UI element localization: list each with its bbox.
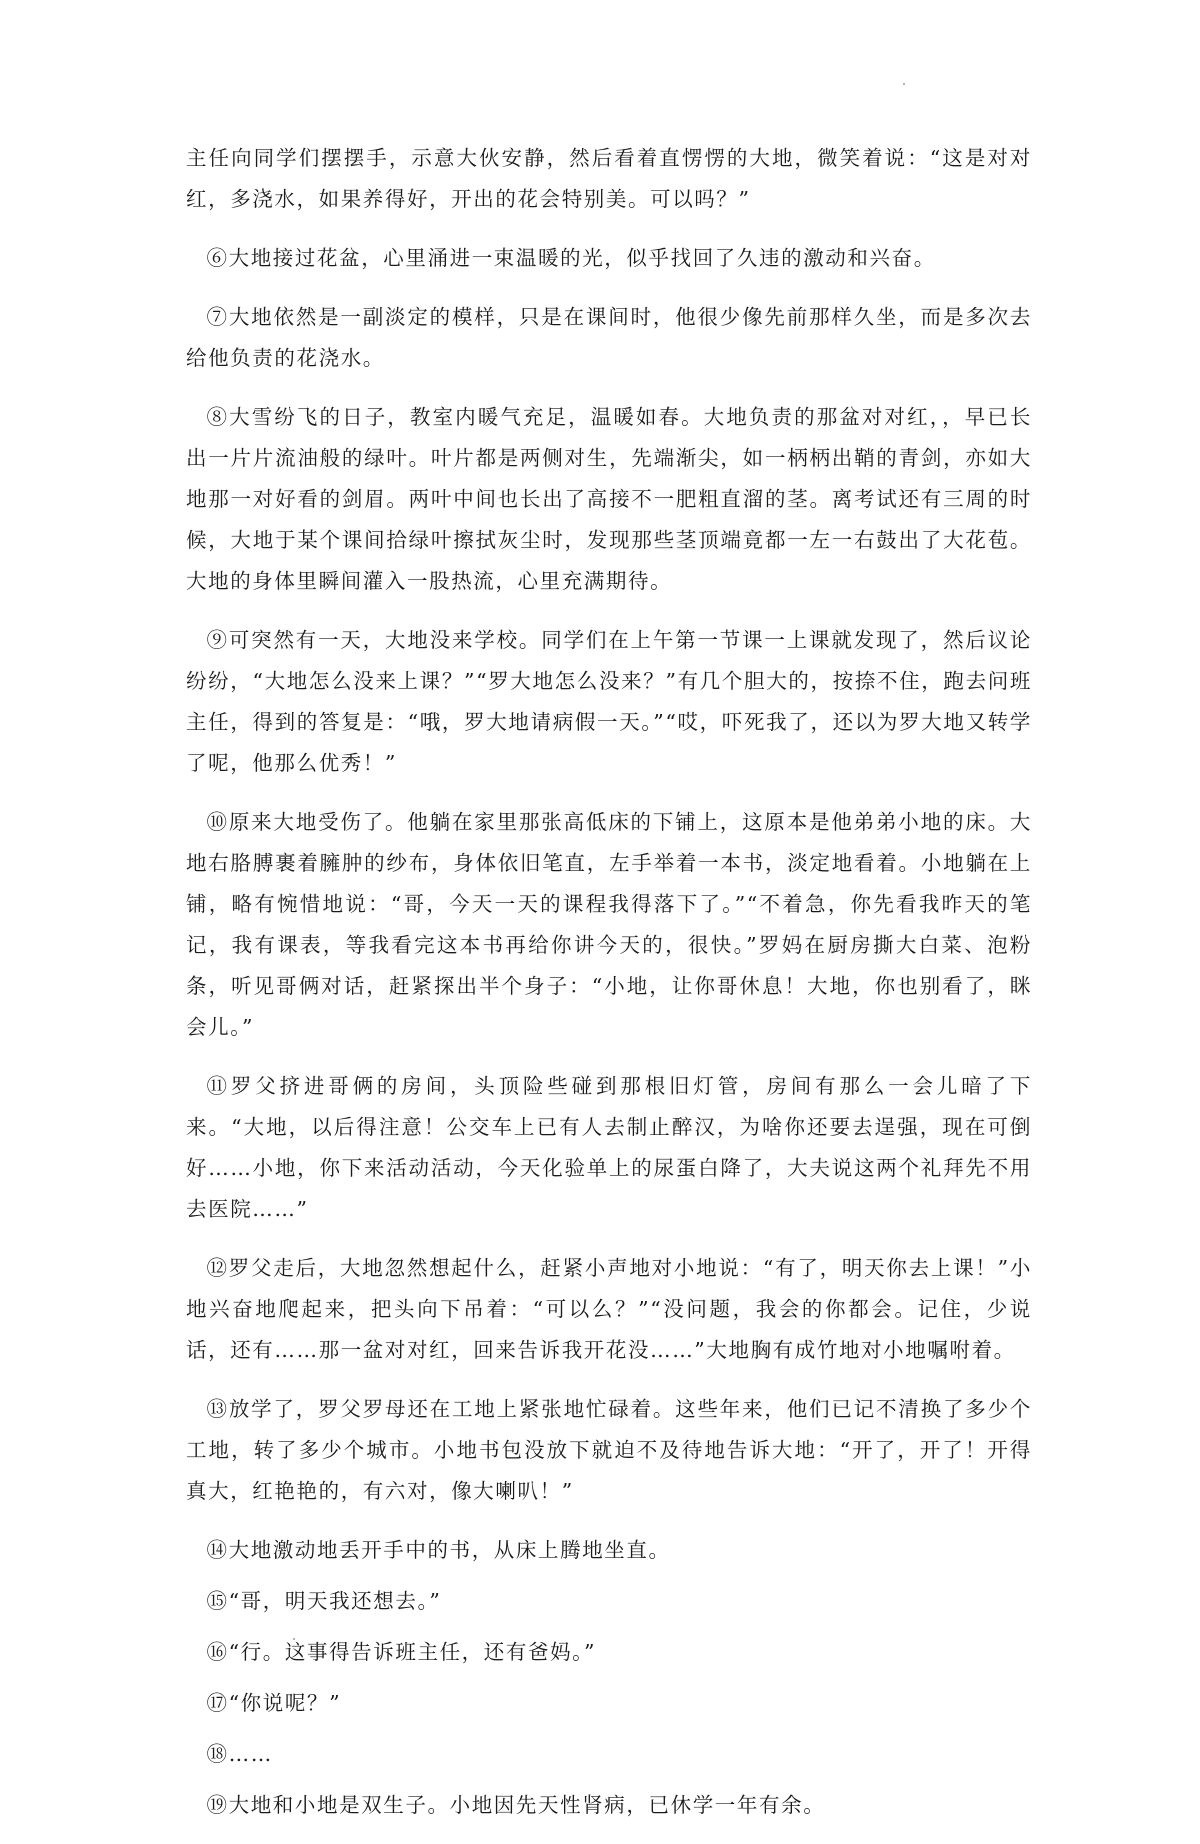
paragraph-18: ⑱…… <box>206 1742 273 1766</box>
paragraph-14: ⑭大地激动地丢开手中的书，从床上腾地坐直。 <box>206 1538 671 1562</box>
paragraph-continuation: 主任向同学们摆摆手，示意大伙安静，然后看着直愣愣的大地，微笑着说：“这是对对红，多浇水，如果养得好，开出的花会特别美。可以吗？” <box>186 146 1032 211</box>
paragraph-7: ⑦大地依然是一副淡定的模样，只是在课间时，他很少像先前那样久坐，而是多次去给他负责的花浇水。 <box>186 305 1032 370</box>
paragraph-17: ⑰“你说呢？” <box>206 1691 342 1715</box>
paragraph-10: ⑩原来大地受伤了。他躺在家里那张高低床的下铺上，这原本是他弟弟小地的床。大地右胳膊裹着臃肿的纱布，身体依旧笔直，左手举着一本书，淡定地看着。小地躺在上铺，略有惋惜地说：“哥，今天一天的课程我得落下了。”“不着急，你先看我昨天的笔记，我有课表，等我看完这本书再给你讲今天的，很快。”罗妈在厨房撕大白菜、泡粉条，听见哥俩对话，赶紧探出半个身子：“小地，让你哥休息！大地，你也别看了，眯会儿。” <box>186 810 1032 1039</box>
paragraph-15: ⑮“哥，明天我还想去。” <box>206 1589 442 1613</box>
paragraph-9: ⑨可突然有一天，大地没来学校。同学们在上午第一节课一上课就发现了，然后议论纷纷，“大地怎么没来上课？”“罗大地怎么没来？”有几个胆大的，按捺不住，跑去问班主任，得到的答复是：“哦，罗大地请病假一天。”“哎，吓死我了，还以为罗大地又转学了呢，他那么优秀！” <box>186 628 1032 775</box>
paragraph-11: ⑪罗父挤进哥俩的房间，头顶险些碰到那根旧灯管，房间有那么一会儿暗了下来。“大地，以后得注意！公交车上已有人去制止醉汉，为啥你还要去逞强，现在可倒好……小地，你下来活动活动，今天化验单上的尿蛋白降了，大夫说这两个礼拜先不用去医院……” <box>186 1074 1032 1221</box>
scan-speck <box>903 83 905 85</box>
paragraph-8: ⑧大雪纷飞的日子，教室内暖气充足，温暖如春。大地负责的那盆对对红，，早已长出一片片流油般的绿叶。叶片都是两侧对生，先端渐尖，如一柄柄出鞘的青剑，亦如大地那一对好看的剑眉。两叶中间也长出了高接不一肥粗直溜的茎。离考试还有三周的时候，大地于某个课间拾绿叶擦拭灰尘时，发现那些茎顶端竟都一左一右鼓出了大花苞。大地的身体里瞬间灌入一股热流，心里充满期待。 <box>186 405 1032 593</box>
paragraph-12: ⑫罗父走后，大地忽然想起什么，赶紧小声地对小地说：“有了，明天你去上课！”小地兴奋地爬起来，把头向下吊着：“可以么？”“没问题，我会的你都会。记住，少说话，还有……那一盆对对红，回来告诉我开花没……”大地胸有成竹地对小地嘱咐着。 <box>186 1256 1032 1362</box>
paragraph-16: ⑯“行。这事得告诉班主任，还有爸妈。” <box>206 1640 597 1664</box>
paragraph-19: ⑲大地和小地是双生子。小地因先天性肾病，已休学一年有余。 <box>206 1793 826 1817</box>
paragraph-13: ⑬放学了，罗父罗母还在工地上紧张地忙碌着。这些年来，他们已记不清换了多少个工地，转了多少个城市。小地书包没放下就迫不及待地告诉大地：“开了，开了！开得真大，红艳艳的，有六对，像大喇叭！” <box>186 1397 1032 1503</box>
story-text <box>186 138 1032 1844</box>
paragraph-6: ⑥大地接过花盆，心里涌进一束温暖的光，似乎找回了久违的激动和兴奋。 <box>206 246 936 270</box>
